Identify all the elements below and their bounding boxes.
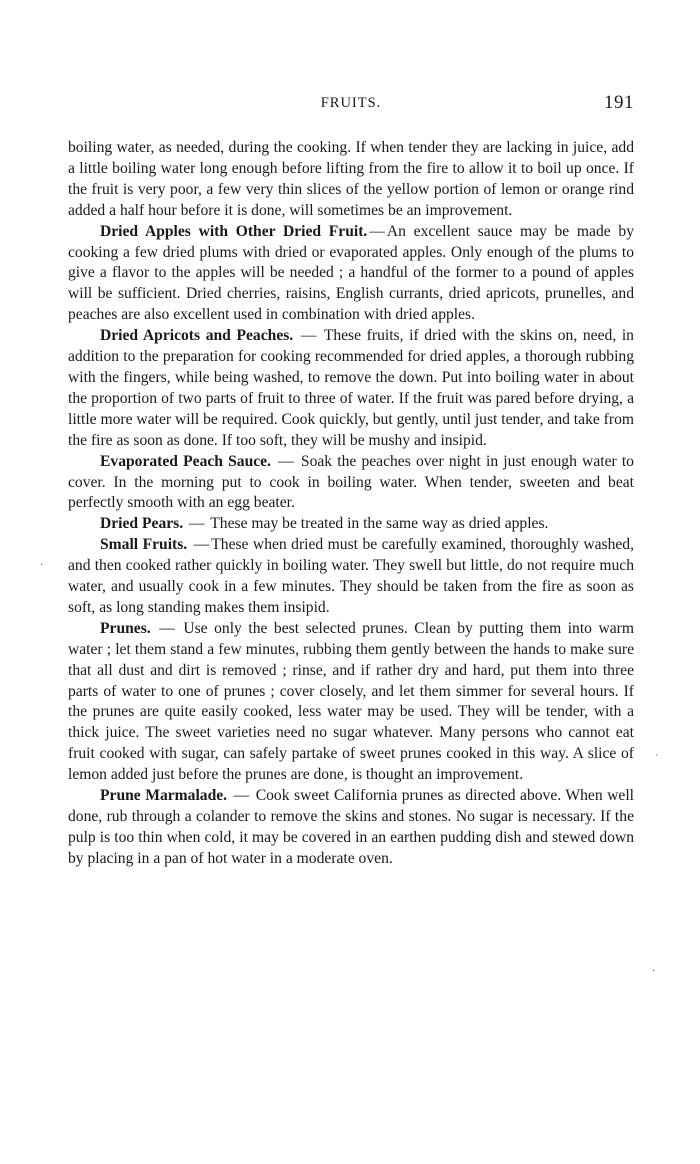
paragraph-evaporated-peach-sauce: Evaporated Peach Sauce. — Soak the peaches over night in just enough water to cover. In the morning put to cook in boiling water. When tender, sweeten and beat perfectly smooth with an egg beater. xyxy=(68,452,634,512)
paragraph-text: These may be treated in the same way as dried apples. xyxy=(210,515,549,533)
paragraph-heading: Dried Pears. xyxy=(100,515,184,533)
paragraph-dried-apricots-and-peaches: Dried Apricots and Peaches. — These fruits, if dried with the skins on, need, in addition to the preparation for cooking recommended for dried apples, a thorough rubbing with the fingers, while being washed, to remove the down. Put into boiling water in about the proportion of two parts of fruit to three of water. If the fruit was pared before drying, a little more water will be required. Cook quickly, but gently, until just tender, and take from the fire as soon as done. If too soft, they will be mushy and insipid. xyxy=(68,327,634,449)
paragraph-text: These fruits, if dried with the skins on, need, in addition to the preparation for cooking recommended for dried apples, a thorough rubbing with the fingers, while being washed, to remove the down. Put into boiling water in about the proportion of two parts of fruit to three of water. If the fruit was pared before drying, a little more water will be required. Cook quickly, but gently, until just tender, and take from the fire as soon as done. If too soft, they will be mushy and insipid. xyxy=(68,327,634,449)
paragraph-heading: Dried Apples with Other Dried Fruit. xyxy=(100,222,368,240)
page-body xyxy=(68,138,634,870)
paragraph-continued xyxy=(68,138,634,222)
paragraph-dried-apples-with-other-dried-fruit: Dried Apples with Other Dried Fruit. — An excellent sauce may be made by cooking a few dried plums with dried or evaporated apples. Only enough of the plums to give a flavor to the apples will be needed ; a handful of the former to a pound of apples will be sufficient. Dried cherries, raisins, English currants, dried apricots, prunelles, and peaches are also excellent used in combination with dried apples. xyxy=(68,222,634,324)
paragraph-text: boiling water, as needed, during the cooking. If when tender they are lacking in juice, add a little boiling water long enough before lifting from the fire to allow it to boil up once. If the fruit is very poor, a few very thin slices of the yellow portion of lemon or orange rind added a half hour before it is done, will sometimes be an improvement. xyxy=(68,139,634,219)
paragraph-heading: Prunes. xyxy=(100,619,151,637)
paragraph-prunes: Prunes. — Use only the best selected prunes. Clean by putting them into warm water ; let them stand a few minutes, rubbing them gently between the hands to make sure that all dust and dirt is removed ; rinse, and if rather dry and hard, put them into three parts of water to one of prunes ; cover closely, and let them simmer for several hours. If the prunes are quite easily cooked, less water may be used. They will be tender, with a thick juice. The sweet varieties need no sugar whatever. Many persons who cannot eat fruit cooked with sugar, can safely partake of sweet prunes cooked in this way. A slice of lemon added just before the prunes are done, is thought an improvement. xyxy=(68,619,635,784)
paragraph-text: Cook sweet California prunes as directed above. When well done, rub through a colander to remove the skins and stones. No sugar is necessary. If the pulp is too thin when cold, it may be covered in an earthen pudding dish and stewed down by placing in a pan of hot water in a moderate oven. xyxy=(68,787,634,867)
page-header xyxy=(68,92,634,116)
paragraph-text: Use only the best selected prunes. Clean by putting them into warm water ; let them stand a few minutes, rubbing them gently between the hands to make sure that all dust and dirt is removed ; rinse, and if rather dry and hard, put them into three parts of water to one of prunes ; cover closely, and let them simmer for several hours. If the prunes are quite easily cooked, less water may be used. They will be tender, with a thick juice. The sweet varieties need no sugar whatever. Many persons who cannot eat fruit cooked with sugar, can safely partake of sweet prunes cooked in this way. A slice of lemon added just before the prunes are done, is thought an improvement. xyxy=(68,619,635,784)
scan-speck: · xyxy=(40,560,44,571)
paragraph-heading: Prune Marmalade. xyxy=(100,787,228,805)
paragraph-text: These when dried must be carefully examined, thoroughly washed, and then cooked rather quickly in boiling water. They swell but little, do not require much water, and usually cook in a few minutes. They should be taken from the fire as soon as soft, as long standing makes them insipid. xyxy=(68,536,634,616)
paragraph-heading: Dried Apricots and Peaches. xyxy=(100,327,294,345)
paragraph-small-fruits: Small Fruits. — These when dried must be carefully examined, thoroughly washed, and then cooked rather quickly in boiling water. They swell but little, do not require much water, and usually cook in a few minutes. They should be taken from the fire as soon as soft, as long standing makes them insipid. xyxy=(68,536,634,616)
paragraph-text: Soak the peaches over night in just enough water to cover. In the morning put to cook in boiling water. When tender, sweeten and beat perfectly smooth with an egg beater. xyxy=(68,452,634,512)
paragraph-heading: Evaporated Peach Sauce. xyxy=(100,452,271,470)
running-head: FRUITS. xyxy=(320,95,382,111)
paragraph-dried-pears: Dried Pears. — These may be treated in the same way as dried apples. xyxy=(100,515,549,533)
paragraph-heading: Small Fruits. xyxy=(100,536,188,554)
paragraph-text: An excellent sauce may be made by cooking a few dried plums with dried or evaporated apples. Only enough of the plums to give a flavor to the apples will be needed ; a handful of the former to a pound of apples will be sufficient. Dried cherries, raisins, English currants, dried apricots, prunelles, and peaches are also excellent used in combination with dried apples. xyxy=(68,222,634,324)
scan-speck: · xyxy=(652,966,656,977)
scan-speck: ` xyxy=(655,754,659,765)
paragraph-prune-marmalade: Prune Marmalade. — Cook sweet California prunes as directed above. When well done, rub through a colander to remove the skins and stones. No sugar is necessary. If the pulp is too thin when cold, it may be covered in an earthen pudding dish and stewed down by placing in a pan of hot water in a moderate oven. xyxy=(68,787,634,867)
page-number: 191 xyxy=(604,92,634,113)
